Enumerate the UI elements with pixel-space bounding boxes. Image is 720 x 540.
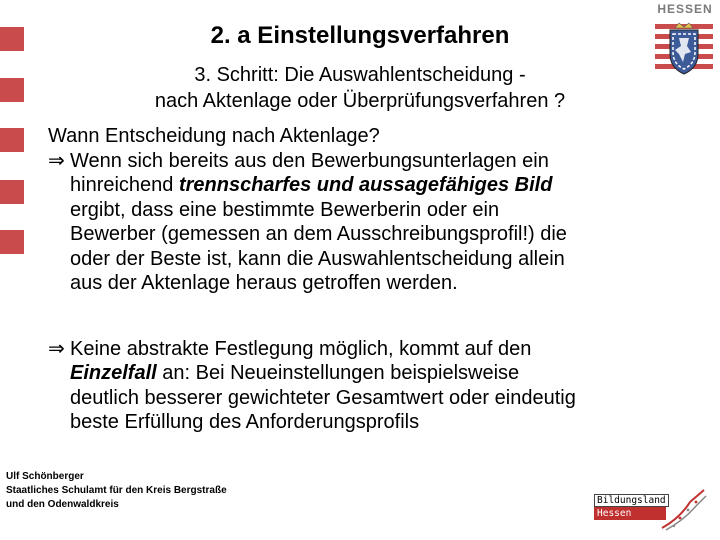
bullet-item [48, 337, 698, 435]
emphasized-text: Einzelfall [70, 362, 157, 384]
bullet-line: Wenn sich bereits aus den Bewerbungsunterlagen ein [70, 149, 549, 172]
implies-arrow-icon: ⇒ [48, 337, 65, 360]
bildungsland-hessen-logo [590, 488, 708, 532]
slide-content [48, 124, 698, 435]
hessen-coat-of-arms-icon [655, 20, 713, 80]
slide-subtitle [90, 62, 630, 114]
bullet-line: Keine abstrakte Festlegung möglich, kommt auf den [70, 337, 532, 360]
slide-title: 2. a Einstellungsverfahren [210, 22, 510, 49]
subtitle-line: 3. Schritt: Die Auswahlentscheidung - [194, 64, 526, 86]
bullet-line: deutlich besserer gewichteter Gesamtwert oder eindeutig [70, 386, 576, 409]
bullet-item [48, 149, 698, 296]
bullet-line: beste Erfüllung des Anforderungsprofils [70, 411, 420, 433]
bullet-line [70, 361, 698, 386]
subtitle-line: nach Aktenlage oder Überprüfungsverfahren ? [154, 90, 566, 112]
decorative-red-square [0, 230, 24, 254]
footer-line: und den Odenwaldkreis [6, 499, 119, 510]
question-text: Wann Entscheidung nach Aktenlage? [48, 125, 380, 147]
bullet-line: Bewerber (gemessen an dem Ausschreibungsprofil!) die [70, 223, 567, 245]
swoosh-icon [660, 488, 708, 532]
implies-arrow-icon: ⇒ [48, 149, 65, 172]
emphasized-text: trennscharfes und aussagefähiges Bild [178, 174, 553, 196]
footer-line: Ulf Schönberger [6, 471, 84, 482]
decorative-red-square [0, 78, 24, 102]
bildungsland-logo-bottom-text: Hessen [594, 507, 666, 520]
hessen-logo-text: HESSEN [657, 2, 713, 16]
decorative-red-square [0, 128, 24, 152]
footer-author [6, 470, 227, 512]
bildungsland-logo-top-text: Bildungsland [594, 494, 669, 507]
footer-line: Staatliches Schulamt für den Kreis Bergstraße [6, 485, 227, 496]
decorative-red-square [0, 180, 24, 204]
bullet-line: aus der Aktenlage heraus getroffen werden. [70, 272, 458, 294]
bullet-line: oder der Beste ist, kann die Auswahlentscheidung allein [70, 247, 565, 270]
bullet-line: ergibt, dass eine bestimmte Bewerberin oder ein [70, 198, 500, 221]
decorative-red-square [0, 27, 24, 51]
bullet-line [70, 173, 698, 198]
bullet-text: an: Bei Neueinstellungen beispielsweise [156, 362, 520, 384]
bullet-text: hinreichend [70, 174, 179, 196]
